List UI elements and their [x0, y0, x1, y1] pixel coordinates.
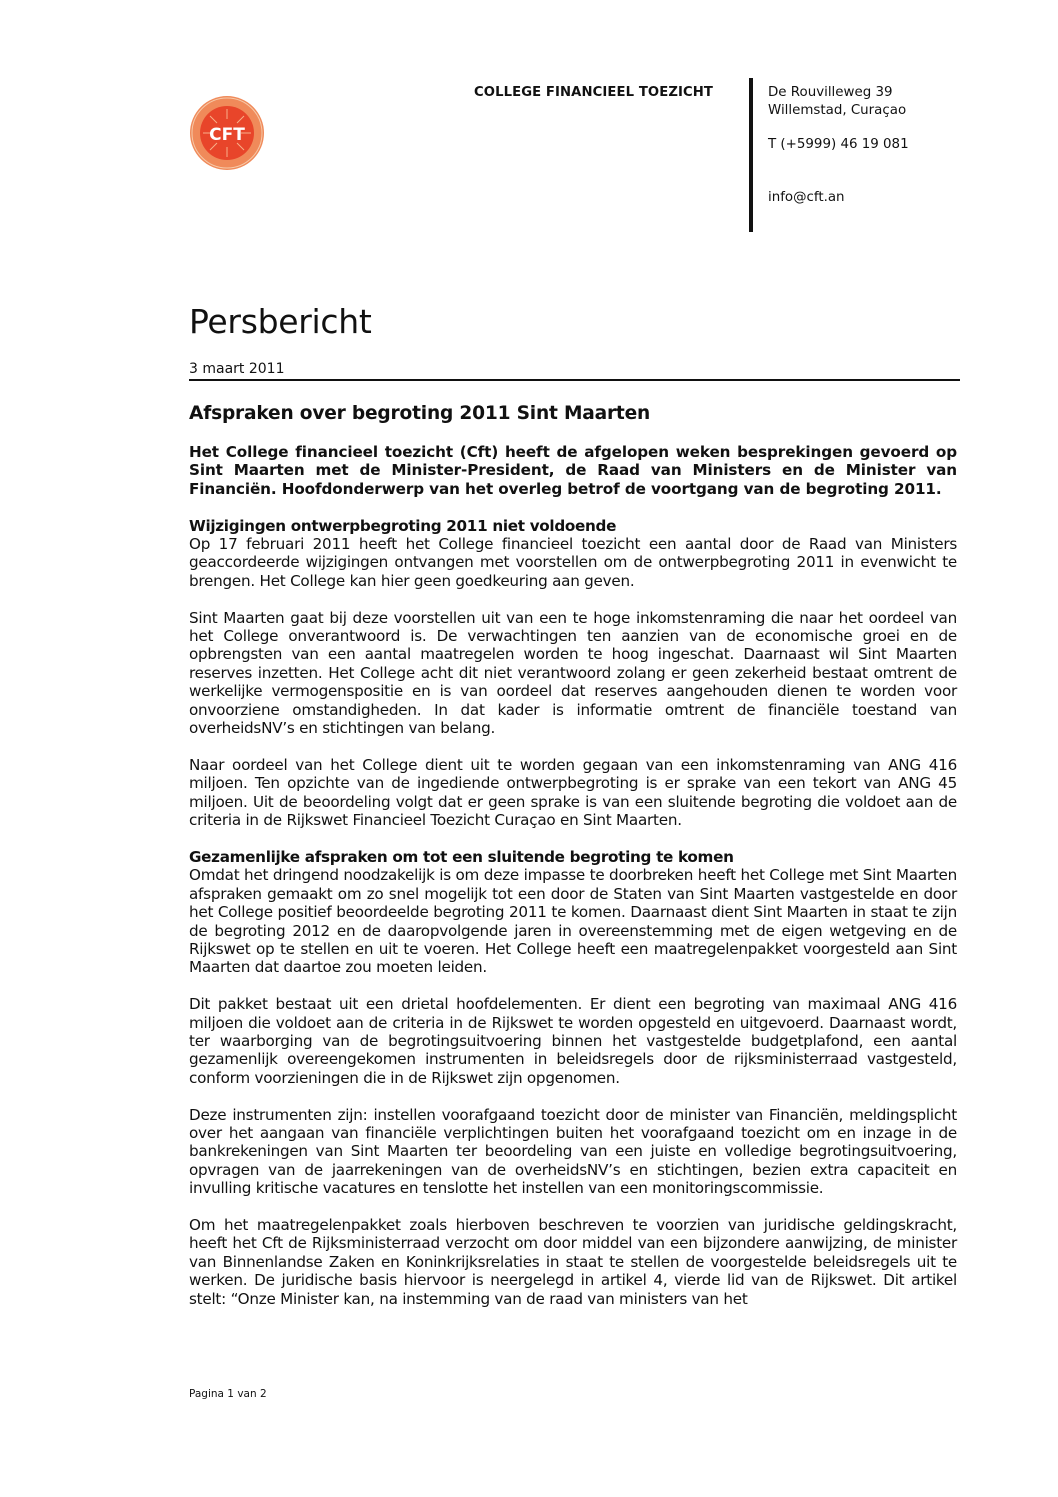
paragraph: Op 17 februari 2011 heeft het College financieel toezicht een aantal door de Raad van Ministers geaccordeerde wijzigingen ontvangen met voorstellen om de ontwerpbegroting 2011 in evenwicht te brengen. Het College kan hier geen goedkeuring aan geven. [189, 535, 957, 590]
lead-paragraph: Het College financieel toezicht (Cft) heeft de afgelopen weken besprekingen gevoerd op Sint Maarten met de Minister-President, de Raad van Ministers en de Minister van Financiën. Hoofdonderwerp van het overleg betrof de voortgang van de begroting 2011. [189, 443, 957, 498]
document-date: 3 maart 2011 [189, 361, 285, 377]
paragraph: Naar oordeel van het College dient uit te worden gegaan van een inkomstenraming van ANG 416 miljoen. Ten opzichte van de ingediende ontwerpbegroting is er sprake van een tekort van ANG 45 miljoen. Uit de beoordeling volgt dat er geen sprake is van een sluitende begroting die voldoet aan de criteria in de Rijkswet Financieel Toezicht Curaçao en Sint Maarten. [189, 755, 957, 830]
header-divider [749, 78, 753, 232]
section-heading: Wijzigingen ontwerpbegroting 2011 niet voldoende [189, 516, 617, 535]
page-indicator: Pagina 1 van 2 [189, 1388, 267, 1400]
paragraph: Sint Maarten gaat bij deze voorstellen uit van een te hoge inkomstenraming die naar het oordeel van het College onverantwoord is. De verwachtingen ten aanzien van de economische groei en de opbrengsten van een aantal maatregelen worden te hoog ingeschat. Daarnaast wil Sint Maarten reserves inzetten. Het College acht dit niet verantwoord zolang er geen zekerheid bestaat omtrent de werkelijke vermogenspositie en is van oordeel dat reserves aangehouden dienen te worden voor onvoorziene omstandigheden. In dat kader is informatie omtrent de financiële toestand van overheidsNV’s en stichtingen van belang. [189, 608, 957, 738]
paragraph: Deze instrumenten zijn: instellen voorafgaand toezicht door de minister van Financiën, meldingsplicht over het aangaan van financiële verplichtingen buiten het voorafgaand toezicht om en inzage in de bankrekeningen van Sint Maarten ter beoordeling van een juiste en volledige begrotingsuitvoering, opvragen van de jaarrekeningen van de overheidsNV’s en stichtingen, bezien extra capaciteit en invulling kritische vacatures en tenslotte het instellen van een monitoringscommissie. [189, 1105, 957, 1198]
paragraph: Dit pakket bestaat uit een drietal hoofdelementen. Er dient een begroting van maximaal ANG 416 miljoen die voldoet aan de criteria in de Rijkswet te worden opgesteld en uitgevoerd. Daarnaast wordt, ter waarborging van de begrotingsuitvoering binnen het vastgestelde budgetplafond, een aantal gezamenlijk overeengekomen instrumenten in beleidsregels door de rijksministerraad vastgesteld, conform voorzieningen die in de Rijkswet zijn opgenomen. [189, 995, 957, 1087]
press-headline: Afspraken over begroting 2011 Sint Maarten [189, 403, 651, 424]
email-link[interactable]: info@cft.an [768, 190, 845, 205]
paragraph: Om het maatregelenpakket zoals hierboven beschreven te voorzien van juridische geldingskracht, heeft het Cft de Rijksministerraad verzocht om door middel van een bijzondere aanwijzing, de minister van Binnenlandse Zaken en Koninkrijksrelaties in staat te stellen de voorgestelde beleidsregels uit te werken. De juridische basis hiervoor is neergelegd in artikel 4, vierde lid van de Rijkswet. Dit artikel stelt: “Onze Minister kan, na instemming van de raad van ministers van het [189, 1215, 957, 1308]
cft-seal-icon [189, 95, 265, 171]
cft-logo [189, 95, 265, 171]
svg-text:CFT: CFT [209, 125, 245, 145]
phone-number: T (+5999) 46 19 081 [768, 137, 909, 152]
org-name: COLLEGE FINANCIEEL TOEZICHT [474, 85, 714, 100]
section-heading: Gezamenlijke afspraken om tot een sluitende begroting te komen [189, 847, 734, 866]
paragraph: Omdat het dringend noodzakelijk is om deze impasse te doorbreken heeft het College met Sint Maarten afspraken gemaakt om zo snel mogelijk tot een door de Staten van Sint Maarten vastgestelde en door het College positief beoordeelde begroting 2011 te komen. Daarnaast dient Sint Maarten in staat te zijn de begroting 2012 en de daaropvolgende jaren in overeenstemming met de eigen wetgeving en de Rijkswet op te stellen en uit te voeren. Het College heeft een maatregelenpakket voorgesteld aan Sint Maarten dat daartoe zou moeten leiden. [189, 866, 957, 977]
title-divider [189, 379, 960, 381]
address-street: De Rouvilleweg 39 [768, 85, 893, 100]
document-type-title: Persbericht [189, 302, 372, 341]
address-city: Willemstad, Curaçao [768, 103, 907, 118]
document-body [189, 443, 957, 1326]
